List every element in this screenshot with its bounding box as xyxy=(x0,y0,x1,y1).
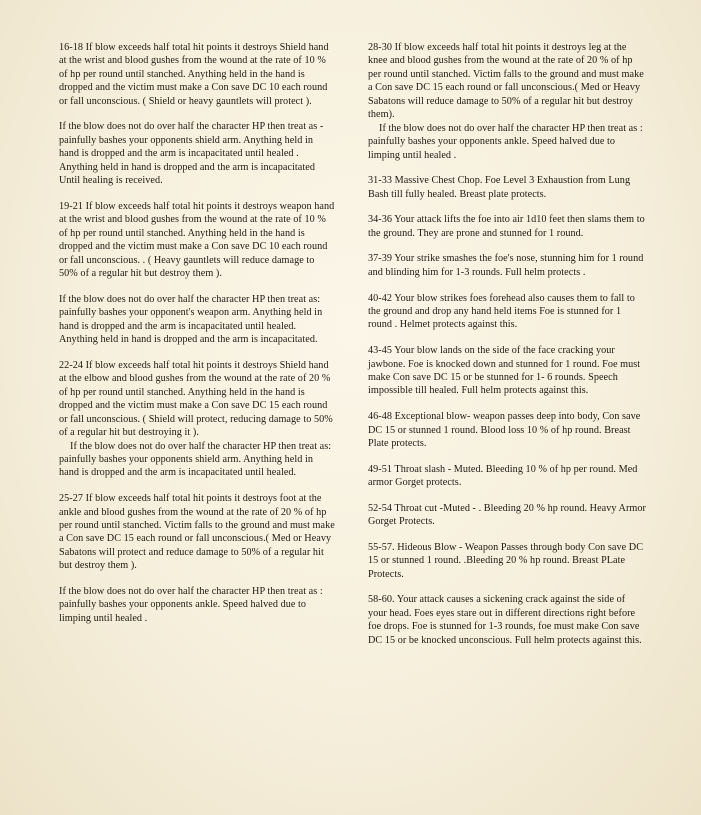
entry-16-18-minor: If the blow does not do over half the character HP then treat as - painfully bashes your opponents shield arm. Anything held in hand is dropped and the arm is incapacitated until healed . Anything held in hand is dropped and the arm is incapacitated Until healing is received. xyxy=(59,121,324,187)
entry-34-36: 34-36 Your attack lifts the foe into air 1d10 feet then slams them to the ground. They are prone and stunned for 1 round. xyxy=(368,214,645,239)
entry-19-21-minor: If the blow does not do over half the character HP then treat as: painfully bashes your opponent's weapon arm. Anything held in hand is dropped and the arm is incapacitated until healed. Anything held in hand is dropped and the arm is incapacitated. xyxy=(59,293,323,346)
entry-19-21: 19-21 If blow exceeds half total hit points it destroys weapon hand at the wrist and blood gushes from the wound at the rate of 10 % of hp per round until stanched. Anything held in the hand is dropped and the victim must make a Con save DC 10 each round or fall unconscious. . ( Heavy gauntlets will reduce damage to 50% of a regular hit but destroy them ). xyxy=(59,200,335,280)
entry-28-30: 28-30 If blow exceeds half total hit points it destroys leg at the knee and blood gushes from the wound at the rate of 20 % of hp per round until stanched. Victim falls to the ground and must make a Con save DC 15 each round or fall unconscious.( Med or Heavy Sabatons will reduce damage to 50% of a regular hit but destroy them). xyxy=(368,42,644,121)
entry-31-33: 31-33 Massive Chest Chop. Foe Level 3 Exhaustion from Lung Bash till fully healed. Breast plate protects. xyxy=(368,175,631,200)
entry-49-51: 49-51 Throat slash - Muted. Bleeding 10 % of hp per round. Med armor Gorget protects. xyxy=(368,463,638,489)
entry-22-24: 22-24 If blow exceeds half total hit points it destroys Shield hand at the elbow and blood gushes from the wound at the rate of 20 % of hp per round until stanched. Anything held in the hand is dropped and the victim must make a Con save DC 15 each round or fall unconscious. ( Shield will protect, reducing damage to 50% of a regular hit but destroying it ). xyxy=(59,359,333,439)
entry-25-27: 25-27 If blow exceeds half total hit points it destroys foot at the ankle and blood gushes from the wound at the rate of 20 % of hp per round until stanched. Victim falls to the ground and must make a Con save DC 15 each round or fall unconscious.( Med or Heavy Sabatons will protect and reduce damage to 50% of a regular hit but destroy them ). xyxy=(59,493,335,572)
entry-43-45: 43-45 Your blow lands on the side of the face cracking your jawbone. Foe is knocked down and stunned for 1 round. Foe must make Con save DC 15 or be stunned for 1- 6 rounds. Speech impossible till healed. Full helm protects against this. xyxy=(368,345,641,397)
entry-25-27-minor: If the blow does not do over half the character HP then treat as : painfully bashes your opponents ankle. Speed halved due to limping until healed . xyxy=(59,585,323,624)
left-column xyxy=(59,41,335,638)
entry-28-30-minor: If the blow does not do over half the character HP then treat as : painfully bashes your opponents ankle. Speed halved due to limping until healed . xyxy=(368,122,643,161)
entry-58-60: 58-60. Your attack causes a sickening crack against the side of your head. Foes eyes stare out in different directions right before foe drops. Foe is stunned for 1-3 rounds, foe must make Con save DC 15 or be knocked unconscious. Full helm protects against this. xyxy=(368,594,642,646)
right-column xyxy=(368,41,646,659)
entry-40-42: 40-42 Your blow strikes foes forehead also causes them to fall to the ground and drop any hand held items Foe is stunned for 1 round . Helmet protects against this. xyxy=(368,292,635,331)
entry-55-57: 55-57. Hideous Blow - Weapon Passes through body Con save DC 15 or stunned 1 round. .Bleeding 20 % hp round. Breast PLate Protects. xyxy=(368,541,644,580)
entry-46-48: 46-48 Exceptional blow- weapon passes deep into body, Con save DC 15 or stunned 1 round. Blood loss 10 % of hp round. Breast Plate protects. xyxy=(368,411,641,449)
entry-16-18: 16-18 If blow exceeds half total hit points it destroys Shield hand at the wrist and blood gushes from the wound at the rate of 10 % of hp per round until stanched. Anything held in the hand is dropped and the victim must make a Con save DC 10 each round or fall unconscious. ( Shield or heavy gauntlets will protect ). xyxy=(59,42,329,107)
entry-37-39: 37-39 Your strike smashes the foe's nose, stunning him for 1 round and blinding him for 1-3 rounds. Full helm protects . xyxy=(368,253,644,278)
entry-52-54: 52-54 Throat cut -Muted - . Bleeding 20 % hp round. Heavy Armor Gorget Protects. xyxy=(368,502,646,528)
entry-22-24-minor: If the blow does not do over half the character HP then treat as: painfully bashes your opponents shield arm. Anything held in hand is dropped and the arm is incapacitated until healed. xyxy=(59,440,332,479)
